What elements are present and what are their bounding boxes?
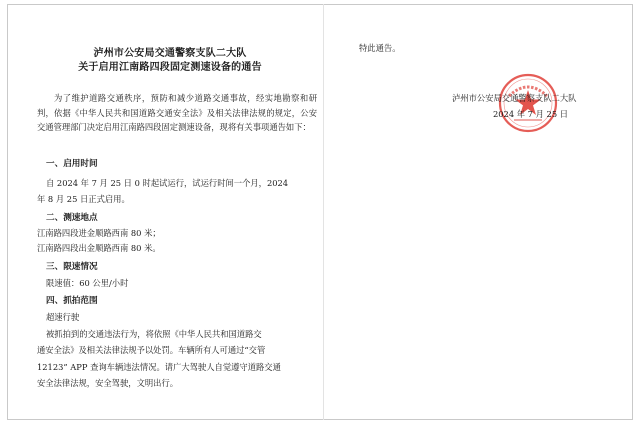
location-line-2: 江南路四段出金顺路西南 80 米。: [37, 243, 161, 253]
closing-line-2: 通安全法》及相关法律法规予以处罚。车辆所有人可通过“交管: [37, 345, 266, 355]
issuer-signature: 泸州市公安局交通警察支队二大队: [452, 93, 577, 103]
closing-line-1: 被抓拍到的交通违法行为，将依照《中华人民共和国道路交: [46, 329, 262, 339]
time-line-1: 自 2024 年 7 月 25 日 0 时起试运行，试运行时间一个月，2024: [46, 178, 289, 188]
time-line-2: 年 8 月 25 日正式启用。: [37, 194, 130, 204]
scope-line: 超速行驶: [46, 312, 80, 322]
issuer-title: 泸州市公安局交通警察支队二大队: [93, 48, 247, 59]
notice-title: 关于启用江南路四段固定测速设备的通告: [78, 62, 262, 73]
issue-date: 2024 年 7 月 25 日: [493, 109, 569, 119]
closing-line-4: 安全法律法规，安全驾驶，文明出行。: [37, 378, 179, 388]
section-heading-speed: 三、限速情况: [46, 262, 98, 272]
section-heading-location: 二、测速地点: [46, 213, 98, 223]
page-divider: [323, 4, 324, 420]
location-line-1: 江南路四段进金顺路西南 80 米；: [37, 228, 161, 238]
closing-line-3: 12123” APP 查询车辆违法情况。请广大驾驶人自觉遵守道路交通: [37, 362, 281, 372]
intro-paragraph: 为了维护道路交通秩序，预防和减少道路交通事故，经实地勘察和研判，依据《中华人民共和国道路交通安全法》及相关法律法规的规定，公安交通管理部门决定启用江南路四段固定测速设备，现将有关事项通告如下：: [37, 93, 317, 132]
section-heading-time: 一、启用时间: [46, 159, 98, 169]
speed-limit-line: 限速值：60 公里/小时: [46, 278, 129, 288]
section-heading-scope: 四、抓拍范围: [46, 296, 98, 306]
notice-end: 特此通告。: [359, 43, 401, 53]
